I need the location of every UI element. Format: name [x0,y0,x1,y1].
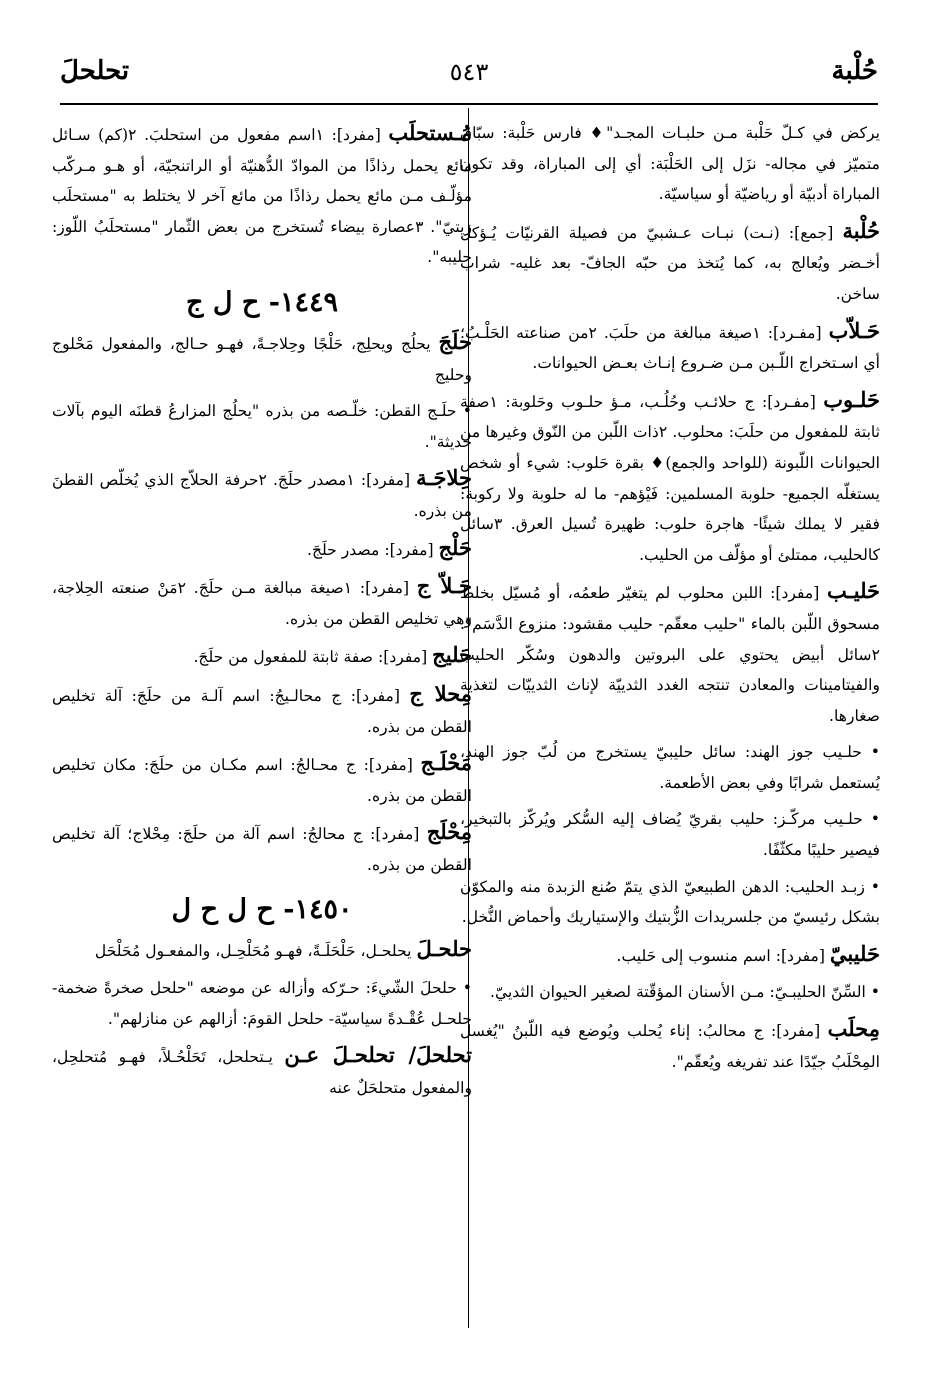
entry-headword: حَـلاّ ج [416,573,472,599]
entry-definition: [مفرد]: ١صيغة مبالغة مـن حلَجَ. ٢مَنْ صنعته الحِلاجة، وهي تخليص القطن من بذره. [52,579,472,628]
dictionary-entry [52,973,472,1034]
entries-group-1450 [52,934,472,1103]
entry-headword: مَحْلَـج [420,750,472,776]
entry-definition: [جمع]: (نـت) نبـات عـشبيّ من فصيلة القرنيّات يُـؤكل أخـضر ويُعالج به، كما يُتخذ من حبّه الجافّ- بعد غليه- شراب ساخن. [460,223,880,303]
dictionary-entry [460,977,880,1008]
entry-definition: يحلُج ويحلِج، حَلْجًا وحِلاجـةً، فهـو حـالج، والمفعول مَحْلوج وحليج [52,334,472,384]
entry-headword: تحلحلَ/ تحلحـلَ عـن [284,1042,472,1068]
entry-headword: حَـلاّب [828,317,880,343]
dictionary-entry [52,1040,472,1103]
dictionary-entry [52,118,472,273]
dictionary-entry [52,748,472,811]
entry-definition: • زبـد الحليب: الدهن الطبيعيّ الذي يتمّ صُنع الزبدة منه والمكوّن بشكل رئيسيّ من جلسريدات الزُّبتيك والإستياريك وأحماض النُّخل. [460,877,880,927]
dictionary-entry [52,640,472,673]
dictionary-entry [52,327,472,390]
header-rule [60,103,878,105]
entry-definition: • حلَـج القطن: خلّـصه من بذره "يحلُج المزارعُ قطنَه اليوم بآلات حديثة". [52,402,472,451]
entries-group-1449 [52,327,472,881]
dictionary-entry [460,216,880,310]
entry-definition: [مفرد]: ج محالبُ: إناء يُحلب ويُوضع فيه اللّبنُ "يُغسل المِحْلَبُ جيّدًا عند تفريغه ويُعقّم". [460,1022,880,1071]
dictionary-entry [460,576,880,731]
entry-definition: [مفرد]: ج محالـيجُ: اسم آلـة من حلَجَ: آلة تخليص القطن من بذره. [52,686,472,736]
page-number: ٥٤٣ [449,58,489,86]
dictionary-entry [460,1014,880,1077]
dictionary-entry [460,804,880,865]
entry-definition: [مفرد]: مصدر حلَجَ. [307,540,439,559]
entry-headword: مُـستحلَب [388,120,472,145]
entry-definition: [مفرد]: اللبن محلوب لم يتغيّر طعمُه، أو مُسيّل بخلط مسحوق اللّبن بالماء "حليب معقّم- حليب مقشود: منزوع الدَّسَم". ٢سائل أبيض يحتوي على البروتين والدهون وسُكّر الحليب والفيتامينات والمعادن تنتجه الغدد الثدييّة لإناث الثدييّات لتغذية صغارها. [460,584,880,725]
dictionary-entry [52,533,472,566]
entry-headword: حَليـب [826,578,880,604]
entry-definition: [مفرد]: اسم منسوب إلى حَليب. [616,946,830,965]
dictionary-entry [460,385,880,571]
section-heading-1449: ١٤٤٩- ح ل ج [186,286,338,318]
entry-headword: حِلاجَـة [416,465,472,491]
entry-headword: حلحـلَ [416,936,472,962]
header-guide-word-left: تحلحلَ [60,56,130,86]
entry-headword: حَليج [432,642,472,668]
entry-definition: يركض في كـلّ حَلْبة مـن حلبـات المجـد"♦ فارس حَلْبة: سبّاق متميّز في مجاله- نزَل إلى الحَلْبَة: أي إلى المباراة، وقد تكون المباراة أدبيّة أو رياضيّة أو سياسيّة. [460,124,880,204]
left-column [52,118,472,1318]
entry-headword: حلَجَ [438,328,472,354]
section-heading-1450: ١٤٥٠- ح ل ح ل [171,894,353,926]
entry-headword: حُلْبة [842,217,880,243]
dictionary-entry [52,934,472,967]
dictionary-entry [52,463,472,526]
entry-definition: [مفرد]: ١مصدر حلَجَ. ٢حرفة الحلاّج الذي يُخلّص القطنَ من بذره. [52,471,472,520]
entry-definition: • السِّنّ الحليبـيّ: مـن الأسنان المؤقّتة لصغير الحيوان الثدييّ. [490,983,880,1002]
entry-headword: مِحلَب [827,1016,880,1042]
dictionary-entry [52,679,472,742]
entry-definition: [مفرد]: ج محـالجُ: اسم مكـان من حلَجَ: مكان تخليص القطن من بذره. [52,756,472,805]
entry-headword: حَلْج [438,534,472,560]
entry-definition: • حلـيب جوز الهند: سائل حليبيّ يستخرج من لُبّ جوز الهند، يُستعمل شرابًا وفي بعض الأطعمة. [460,743,880,792]
entry-definition: يحلحـل، حَلْحَلَـةً، فهـو مُحَلْحِـل، والمفعـول مُحَلْحَل [94,942,417,961]
dictionary-entry [52,817,472,880]
entry-definition: [مفـرد]: ج حلائـب وحُلُـب، مـؤ حلـوب وحَلوبة: ١صفة ثابتة للمفعول من حلَبَ: محلوب. ٢ذات اللّبن من النّوق وغيرها من الحيوانات اللّبونة (للواحد والجمع)♦ بقرة حَلوب: شيء أو شخص يستغلّه الجميع- حلوبة المسلمين: فَيْؤهم- ما له حلوبة ولا ركوبة: فقير لا يملك شيئًا- هاجرة حلوب: ظهيرة تُسيل العرق. ٣سائل كالحليب، ممتلئ أو مؤلّف من الحليب. [460,392,880,564]
right-column [460,118,880,1318]
entries-group-prev [52,118,472,273]
entry-definition: • حلحلَ الشّيءَ: حـرّكه وأزاله عن موضعه "حلحل صخرةً ضخمة- حلحـل عُقْـدةً سياسيّة- حلحل القومَ: أزالهم عن منازلهم". [52,979,472,1028]
dictionary-entry [460,939,880,972]
header-guide-word-right: حُلْبة [831,56,878,86]
dictionary-entry [460,118,880,210]
entry-definition: [مفـرد]: ١صيغة مبالغة من حلَبَ. ٢من صناعته الحَلْـبُ؛ أي اسـتخراج اللّـبن مـن ضـروع إنـاث بعـض الحيوانات. [460,323,880,373]
page-header [60,56,878,96]
dictionary-entry [460,737,880,798]
entry-headword: حَلـوب [823,386,880,412]
entry-definition: [مفرد]: ١اسم مفعول من استحلبَ. ٢(كم) سـائل مائع يحمل رذاذًا من الموادّ الدُّهنيّة أو الراتنجيّة، أو هـو مـركّب مؤلّـف مـن مائع يحمل رذاذًا من مائع آخر لا يختلط به "مستحلَب زيتيّ". ٣عصارة بيضاء تُستخرج من بعض الثّمار "مستحلَبُ اللّوز: حليبه". [52,126,472,267]
dictionary-entry [460,872,880,933]
entry-headword: مِحلا ج [409,680,472,706]
dictionary-entry [52,571,472,634]
entry-definition: [مفرد]: ج محالجُ: اسم آلة من حلَجَ: مِحْلاج؛ آلة تخليص القطن من بذره. [52,825,472,874]
entry-definition: يـتحلحل، تَحَلْحُـلاً، فهـو مُتحلحِل، والمفعول متحلحَلٌ عنه [52,1048,472,1097]
entry-definition: [مفرد]: صفة ثابتة للمفعول من حلَجَ. [193,648,433,667]
entry-headword: مِحْلَج [426,819,472,845]
dictionary-entry [460,316,880,379]
entry-headword: حَليبيّ [829,940,880,966]
dictionary-entry [52,396,472,457]
entry-definition: • حلـيب مركّـز: حليب بقريّ يُضاف إليه السُّكر ويُركّز بالتبخير، فيصير حليبًا مكثّفًا. [460,810,880,860]
